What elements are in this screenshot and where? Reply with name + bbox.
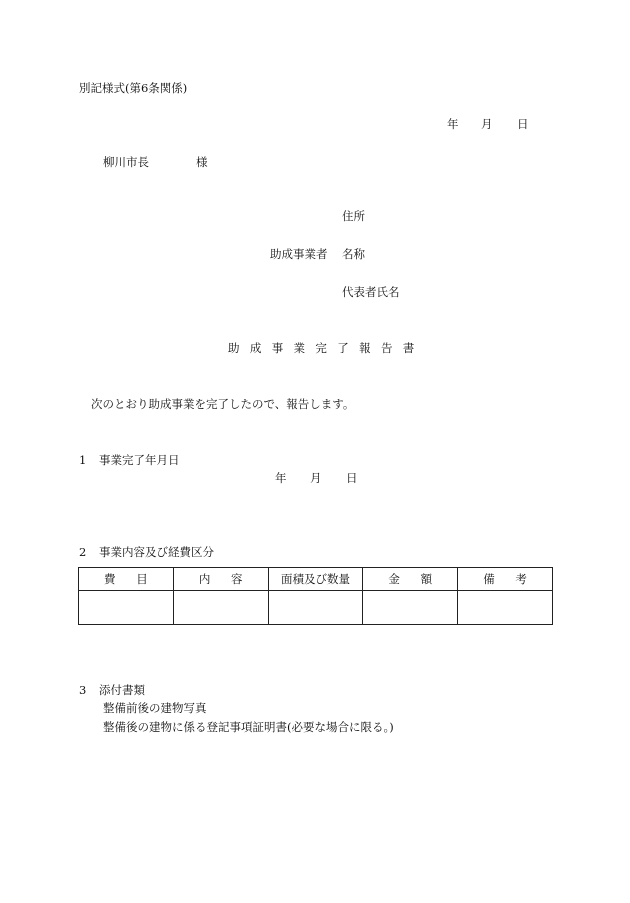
section1-number: 1 <box>79 453 87 467</box>
intro-text: 次のとおり助成事業を完了したので、報告します。 <box>91 397 355 411</box>
section3-number: 3 <box>79 683 87 697</box>
column-header-expense-item: 費目 <box>79 568 174 591</box>
representative-label: 代表者氏名 <box>342 285 400 299</box>
section2-heading <box>79 547 214 559</box>
month-label: 月 <box>481 117 493 131</box>
cell-amount <box>363 591 458 625</box>
cost-table-header <box>79 568 553 591</box>
table-row <box>79 591 553 625</box>
section2-number: 2 <box>79 545 87 559</box>
day-label: 日 <box>517 117 529 131</box>
completion-date <box>275 471 358 485</box>
column-header-amount: 金額 <box>363 568 458 591</box>
report-date <box>447 117 529 131</box>
cell-content <box>173 591 268 625</box>
section3-title: 添付書類 <box>98 683 145 697</box>
document-title: 助成事業完了報告書 <box>228 341 425 355</box>
completion-day-label: 日 <box>346 471 358 485</box>
column-header-content: 内容 <box>173 568 268 591</box>
attachment-item: 整備前後の建物写真 <box>103 701 207 715</box>
name-label: 名称 <box>342 247 365 261</box>
section2-title: 事業内容及び経費区分 <box>98 545 214 559</box>
form-label: 別記様式(第6条関係) <box>79 81 188 95</box>
completion-year-label: 年 <box>275 471 287 485</box>
column-header-remarks: 備考 <box>458 568 553 591</box>
cost-table <box>78 567 553 625</box>
completion-month-label: 月 <box>310 471 322 485</box>
column-header-area-quantity: 面積及び数量 <box>268 568 363 591</box>
cell-expense-item <box>79 591 174 625</box>
attachment-item: 整備後の建物に係る登記事項証明書(必要な場合に限る。) <box>103 720 394 734</box>
section1-heading <box>79 455 179 467</box>
address-label: 住所 <box>342 209 365 223</box>
addressee-honorific: 様 <box>196 155 208 169</box>
cell-remarks <box>458 591 553 625</box>
year-label: 年 <box>447 117 459 131</box>
addressee-name: 柳川市長 <box>103 155 149 169</box>
applicant-role-label: 助成事業者 <box>270 247 328 261</box>
section3-heading <box>79 685 145 697</box>
cell-area-quantity <box>268 591 363 625</box>
section1-title: 事業完了年月日 <box>98 453 180 467</box>
